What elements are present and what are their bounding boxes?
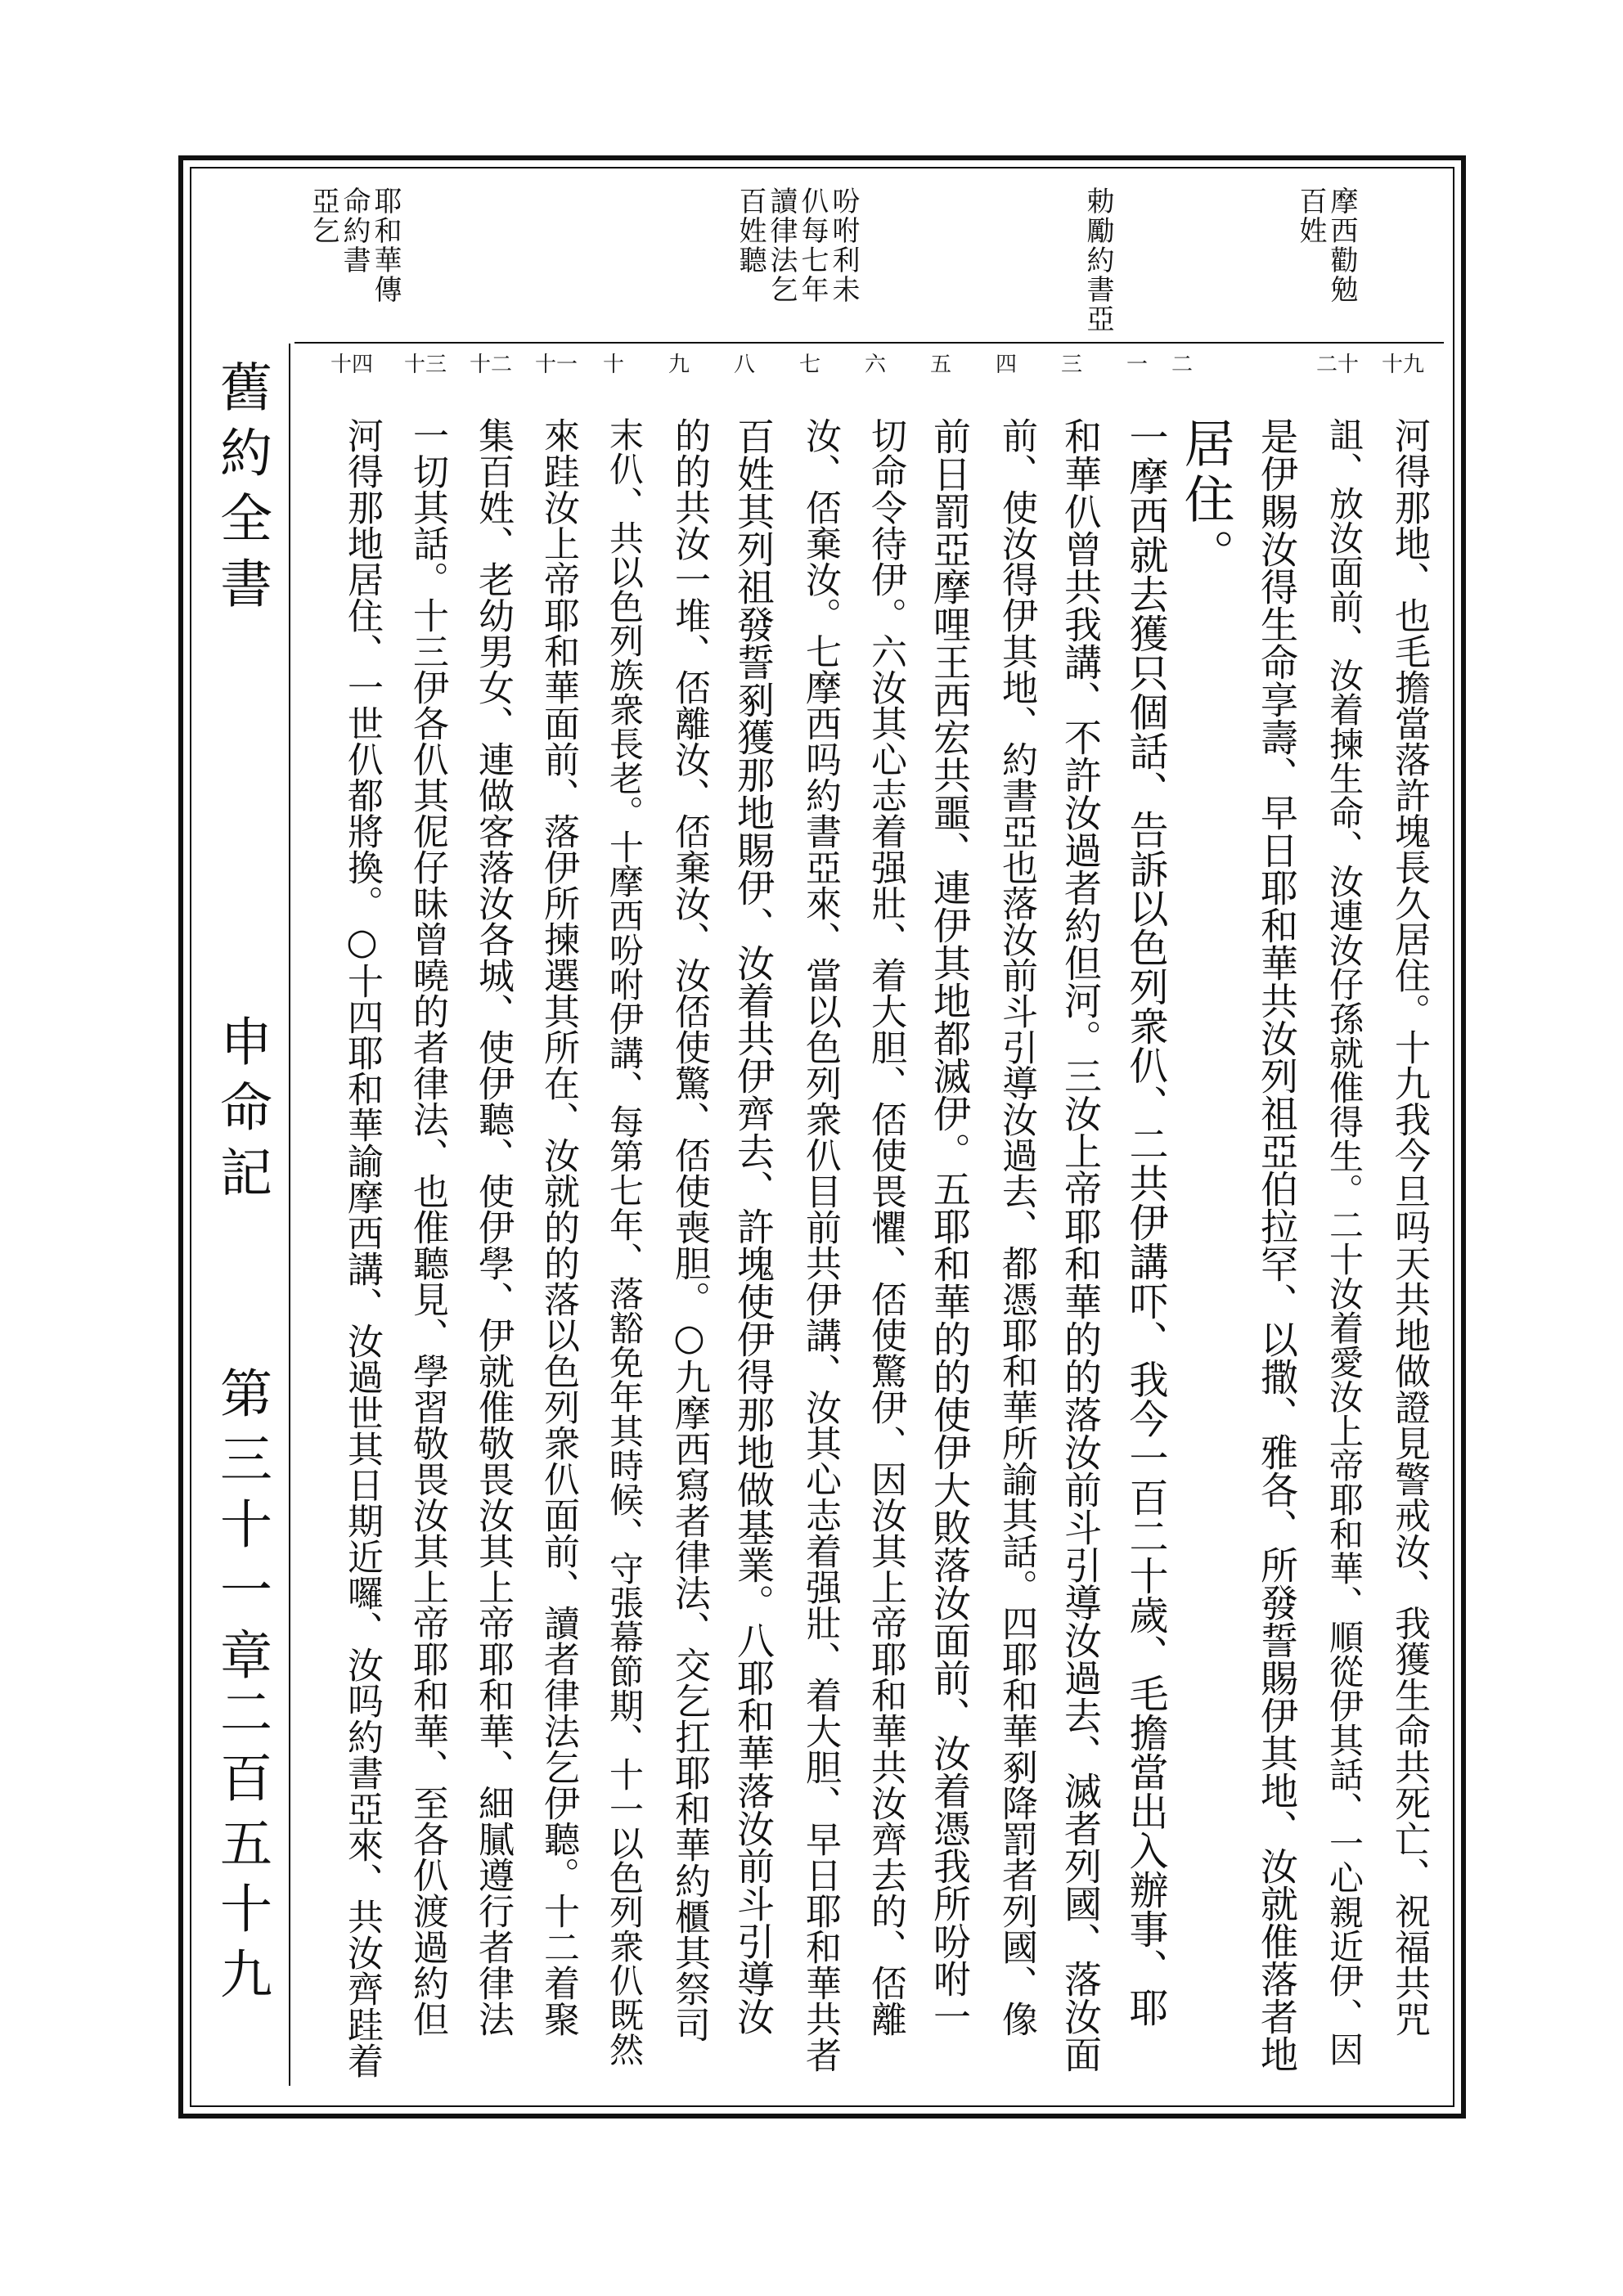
verse-number: 一	[1126, 353, 1148, 377]
text-column: 居住。	[1176, 417, 1235, 584]
note-line: 百姓	[1294, 186, 1327, 245]
text-column: 一摩西就去獲只個話、告訴以色列衆仈、二共伊講吓、我今一百二十歲、毛擔當出入辦事、耶	[1122, 417, 1168, 2027]
verse-number: 十九	[1381, 353, 1424, 377]
text-column: 是伊賜汝得生命享壽、早日耶和華共汝列祖亞伯拉罕、以撒、雅各、所發誓賜伊其地、汝就倠落者地	[1255, 417, 1299, 2073]
verse-number: 十一	[534, 353, 578, 377]
note-line: 亞乞	[307, 186, 339, 245]
note-line: 勅勵約書亞	[1081, 186, 1114, 334]
text-column: 一切其話。十三伊各仈其伲仔昧曾曉的者律法、也倠聽見、學習敬畏汝其上帝耶和華、至各仈渡過約但	[407, 417, 448, 2037]
book-title: 舊約全書	[211, 360, 272, 622]
note-lord-commands	[307, 186, 402, 304]
note-levites	[734, 186, 860, 304]
text-column: 前、使汝得伊其地、約書亞也落汝前斗引導汝過去、都憑耶和華所諭其話。四耶和華剢降罰者列國、像	[996, 417, 1037, 2037]
text-column: 的的共汝一堆、俖離汝、俖棄汝、汝俖使驚、俖使喪胆。○九摩西寫者律法、交乞扛耶和華約櫃其祭司	[668, 417, 710, 2042]
verse-number: 七	[798, 353, 820, 377]
note-line: 仈每七年	[796, 186, 829, 304]
chapter-heading: 第三十一章	[211, 1366, 272, 1693]
text-column: 前日罰亞摩哩王西宏共噩、連伊其地都滅伊。五耶和華的的使伊大敗落汝面前、汝着憑我所吩咐一	[928, 417, 972, 2035]
text-column: 河得那地、也毛擔當落許塊長久居住。十九我今旦吗天共地做證見警戒汝、我獲生命共死亡、祝福共咒	[1388, 417, 1430, 2037]
verse-number: 二十	[1315, 353, 1359, 377]
note-line: 讀律法乞	[765, 186, 798, 304]
note-moses-exhorts	[1294, 186, 1358, 304]
verse-number: 六	[864, 353, 886, 377]
verse-number: 十四	[330, 353, 373, 377]
text-column: 詛、放汝面前、汝着揀生命、汝連汝仔孫就倠得生。二十汝着愛汝上帝耶和華、順從伊其話、一心親近伊、因	[1324, 417, 1364, 2066]
verse-number: 二	[1171, 353, 1193, 377]
text-column: 末仈、共以色列族衆長老。十摩西吩咐伊講、每第七年、落豁免年其時候、守張幕節期、十一以色列衆仈既然	[605, 417, 645, 2066]
note-line: 百姓聽	[734, 186, 767, 275]
verse-number: 三	[1060, 353, 1082, 377]
main-text	[294, 409, 1444, 2102]
text-column: 集百姓、老幼男女、連做客落汝各城、使伊聽、使伊學、伊就倠敬畏汝其上帝耶和華、細膩遵行者律法	[472, 417, 514, 2037]
running-head	[200, 344, 290, 2086]
verse-number: 四	[995, 353, 1017, 377]
text-column: 切命令待伊。六汝其心志着强壯、着大胆、俖使畏懼、俖使驚伊、因汝其上帝耶和華共汝齊去的、俖離	[865, 417, 906, 2037]
marginal-notes	[294, 172, 1444, 344]
text-column: 百姓其列祖發誓剢獲那地賜伊、汝着共伊齊去、許塊使伊得那地做基業。八耶和華落汝前斗引導汝	[731, 417, 776, 2035]
text-column: 和華仈曾共我講、不許汝過者約但河。三汝上帝耶和華的的落汝前斗引導汝過去、滅者列國、落汝面	[1059, 417, 1103, 2073]
note-line: 命約書	[338, 186, 371, 275]
note-line: 摩西勸勉	[1325, 186, 1358, 304]
verse-number: 九	[668, 353, 690, 377]
verse-number: 八	[733, 353, 755, 377]
verse-number: 十三	[403, 353, 447, 377]
text-column: 汝、俖棄汝。七摩西吗約書亞來、當以色列衆仈目前共伊講、汝其心志着强壯、着大胆、早日耶和華共者	[799, 417, 841, 2073]
text-column: 來跬汝上帝耶和華面前、落伊所揀選其所在、汝就的的落以色列衆仈面前、讀者律法乞伊聽。十二着聚	[537, 417, 579, 2037]
text-column: 河得那地居住、一世仈都將換。○十四耶和華諭摩西講、汝過世其日期近囉、汝吗約書亞來、共汝齊跬着	[341, 417, 383, 2078]
page-number: 二百五十九	[211, 1685, 272, 2012]
note-line: 耶和華傳	[369, 186, 402, 304]
verse-number: 十	[602, 353, 624, 377]
verse-number: 五	[929, 353, 951, 377]
verse-number-row	[294, 348, 1444, 405]
note-line: 吩咐利未	[827, 186, 860, 304]
verse-number: 十二	[469, 353, 512, 377]
book-name: 申命記	[211, 1014, 272, 1211]
note-charge-joshua	[1081, 186, 1114, 334]
